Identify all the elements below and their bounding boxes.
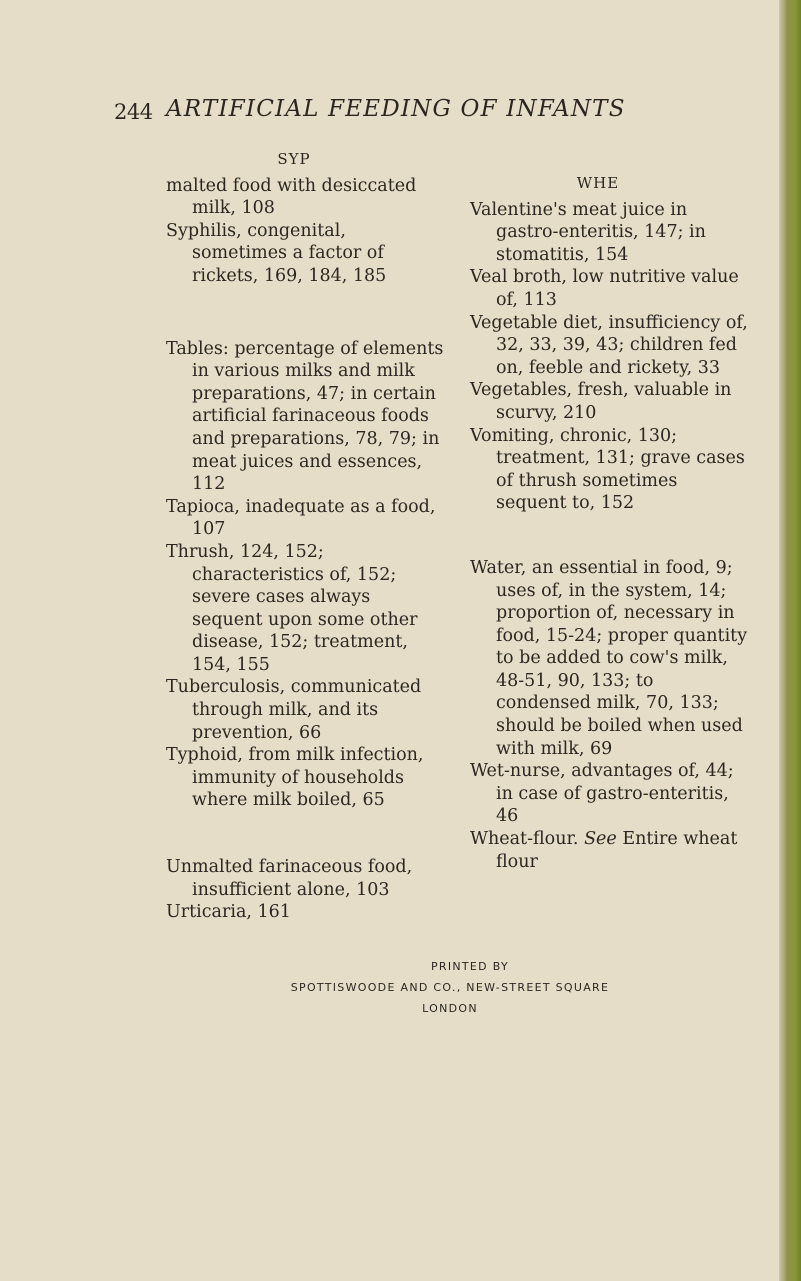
- index-column-right: [470, 172, 750, 873]
- index-entry: Thrush, 124, 152; characteristics of, 152; severe cases always sequent upon some other disease, 152; treatment, 154, 155: [166, 541, 418, 675]
- index-entry: Urticaria, 161: [166, 902, 291, 923]
- index-entry: Vegetables, fresh, valuable in scurvy, 210: [470, 380, 732, 423]
- page-number: 244: [114, 100, 153, 124]
- index-entry: Tapioca, inadequate as a food, 107: [166, 496, 436, 540]
- index-entry: Wet-nurse, advantages of, 44; in case of gastro-enteritis, 46: [470, 761, 734, 827]
- printer-name: SPOTTISWOODE AND CO., NEW-STREET SQUARE: [290, 981, 610, 994]
- page-edge: [779, 0, 801, 1281]
- index-entry: Unmalted farinaceous food, insufficient alone, 103: [166, 857, 413, 900]
- index-column-left: [166, 148, 446, 924]
- index-entry-cross-reference: [470, 828, 750, 873]
- guide-word-left: SYP: [277, 150, 311, 168]
- printer-city: LONDON: [422, 1002, 478, 1015]
- index-entry: Tables: percentage of elements in various milks and milk preparations, 47; in certain artificial farinaceous foods and preparations, 78, 79; in meat juices and essences, 112: [166, 338, 444, 495]
- index-entry: Vomiting, chronic, 130; treatment, 131; grave cases of thrush sometimes sequent to, 152: [470, 425, 745, 514]
- printed-by: PRINTED BY: [430, 960, 510, 973]
- printer-colophon: [170, 956, 730, 1019]
- index-entry: Valentine's meat juice in gastro-enteritis, 147; in stomatitis, 154: [470, 199, 706, 265]
- index-entry: Syphilis, congenital, sometimes a factor of rickets, 169, 184, 185: [166, 220, 387, 286]
- cross-reference-target: Entire wheat flour: [496, 829, 738, 872]
- page-header: [114, 92, 674, 132]
- index-entry: Veal broth, low nutritive value of, 113: [470, 267, 739, 310]
- index-entry: Vegetable diet, insufficiency of, 32, 33, 39, 43; children fed on, feeble and rickety, 33: [470, 312, 748, 378]
- running-title: ARTIFICIAL FEEDING OF INFANTS: [166, 96, 626, 122]
- index-entry: Tuberculosis, communicated through milk, and its prevention, 66: [166, 677, 422, 743]
- cross-reference-heading: Wheat-flour.: [470, 829, 579, 850]
- index-entry: Water, an essential in food, 9; uses of, in the system, 14; proportion of, necessary in food, 15-24; proper quantity to be added to cow's milk, 48-51, 90, 133; to condensed milk, 70, 133; should be boiled when used with milk, 69: [470, 557, 748, 759]
- index-entry: Typhoid, from milk infection, immunity of households where milk boiled, 65: [166, 745, 424, 811]
- see-reference: See: [584, 829, 617, 850]
- index-entry: malted food with desiccated milk, 108: [166, 175, 417, 219]
- guide-word-right: WHE: [576, 174, 620, 192]
